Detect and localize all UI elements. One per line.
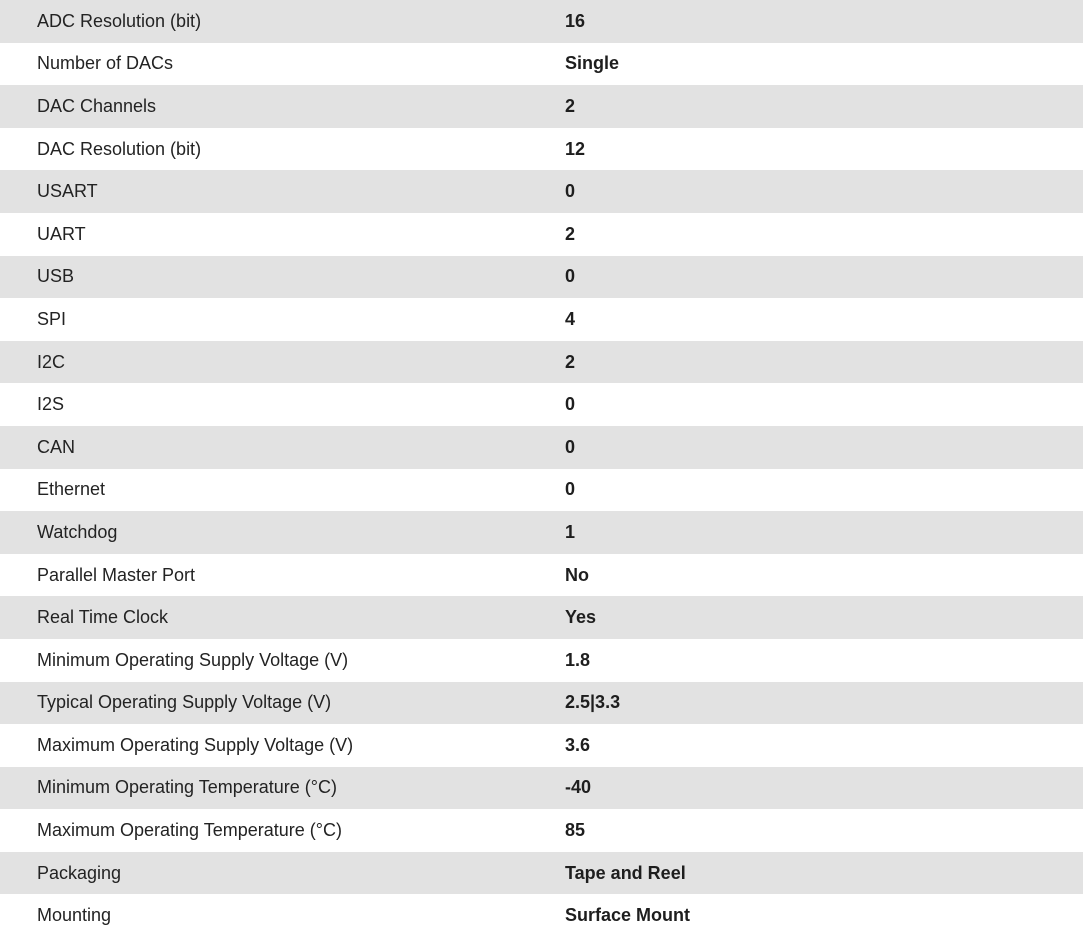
- spec-row-usb: [0, 256, 1083, 299]
- spec-row-number-of-dacs: [0, 43, 1083, 86]
- spec-row-ethernet: [0, 469, 1083, 512]
- spec-value: 2: [565, 223, 576, 244]
- spec-label: I2C: [37, 351, 66, 372]
- spec-label: DAC Resolution (bit): [37, 138, 202, 159]
- spec-label: Mounting: [37, 905, 112, 926]
- spec-value: 85: [565, 820, 586, 841]
- spec-label: Maximum Operating Supply Voltage (V): [37, 734, 354, 755]
- spec-value: 0: [565, 181, 576, 202]
- spec-label: Real Time Clock: [37, 607, 169, 628]
- spec-row-real-time-clock: [0, 596, 1083, 639]
- spec-label: Typical Operating Supply Voltage (V): [37, 692, 332, 713]
- spec-row-min-temperature: [0, 767, 1083, 810]
- spec-label: Packaging: [37, 862, 122, 883]
- spec-label: Number of DACs: [37, 53, 174, 74]
- spec-value: 1: [565, 521, 576, 542]
- spec-label: USB: [37, 266, 75, 287]
- spec-value: Surface Mount: [565, 905, 691, 926]
- spec-value: 0: [565, 479, 576, 500]
- spec-label: Maximum Operating Temperature (°C): [37, 820, 342, 841]
- spec-row-max-temperature: [0, 809, 1083, 852]
- spec-value: 0: [565, 394, 576, 415]
- spec-value: 12: [565, 138, 586, 159]
- spec-value: 0: [565, 436, 576, 457]
- spec-row-typ-supply-voltage: [0, 682, 1083, 725]
- spec-label: SPI: [37, 308, 67, 329]
- spec-label: Minimum Operating Supply Voltage (V): [37, 649, 349, 670]
- spec-row-dac-channels: [0, 85, 1083, 128]
- spec-row-max-supply-voltage: [0, 724, 1083, 767]
- spec-row-uart: [0, 213, 1083, 256]
- spec-label: Ethernet: [37, 479, 106, 500]
- spec-row-adc-resolution: [0, 0, 1083, 43]
- spec-label: I2S: [37, 394, 65, 415]
- spec-value: 3.6: [565, 734, 591, 755]
- spec-value: No: [565, 564, 589, 585]
- spec-row-usart: [0, 170, 1083, 213]
- spec-row-spi: [0, 298, 1083, 341]
- spec-row-parallel-master-port: [0, 554, 1083, 597]
- spec-row-packaging: [0, 852, 1083, 895]
- spec-label: Parallel Master Port: [37, 564, 196, 585]
- spec-value: Single: [565, 53, 620, 74]
- spec-value: Yes: [565, 607, 597, 628]
- spec-value: 1.8: [565, 649, 591, 670]
- spec-value: 2: [565, 351, 576, 372]
- spec-value: Tape and Reel: [565, 862, 686, 883]
- spec-value: 0: [565, 266, 576, 287]
- spec-row-can: [0, 426, 1083, 469]
- spec-value: -40: [565, 777, 592, 798]
- spec-row-mounting: [0, 894, 1083, 937]
- spec-row-min-supply-voltage: [0, 639, 1083, 682]
- spec-value: 4: [565, 308, 576, 329]
- spec-row-i2s: [0, 383, 1083, 426]
- spec-label: Minimum Operating Temperature (°C): [37, 777, 337, 798]
- spec-label: DAC Channels: [37, 95, 157, 116]
- spec-row-i2c: [0, 341, 1083, 384]
- spec-value: 16: [565, 10, 586, 31]
- spec-value: 2.5|3.3: [565, 692, 621, 713]
- spec-label: ADC Resolution (bit): [37, 10, 202, 31]
- spec-value: 2: [565, 95, 576, 116]
- spec-label: Watchdog: [37, 521, 118, 542]
- spec-label: USART: [37, 181, 98, 202]
- spec-label: CAN: [37, 436, 76, 457]
- spec-row-dac-resolution: [0, 128, 1083, 171]
- spec-row-watchdog: [0, 511, 1083, 554]
- spec-label: UART: [37, 223, 86, 244]
